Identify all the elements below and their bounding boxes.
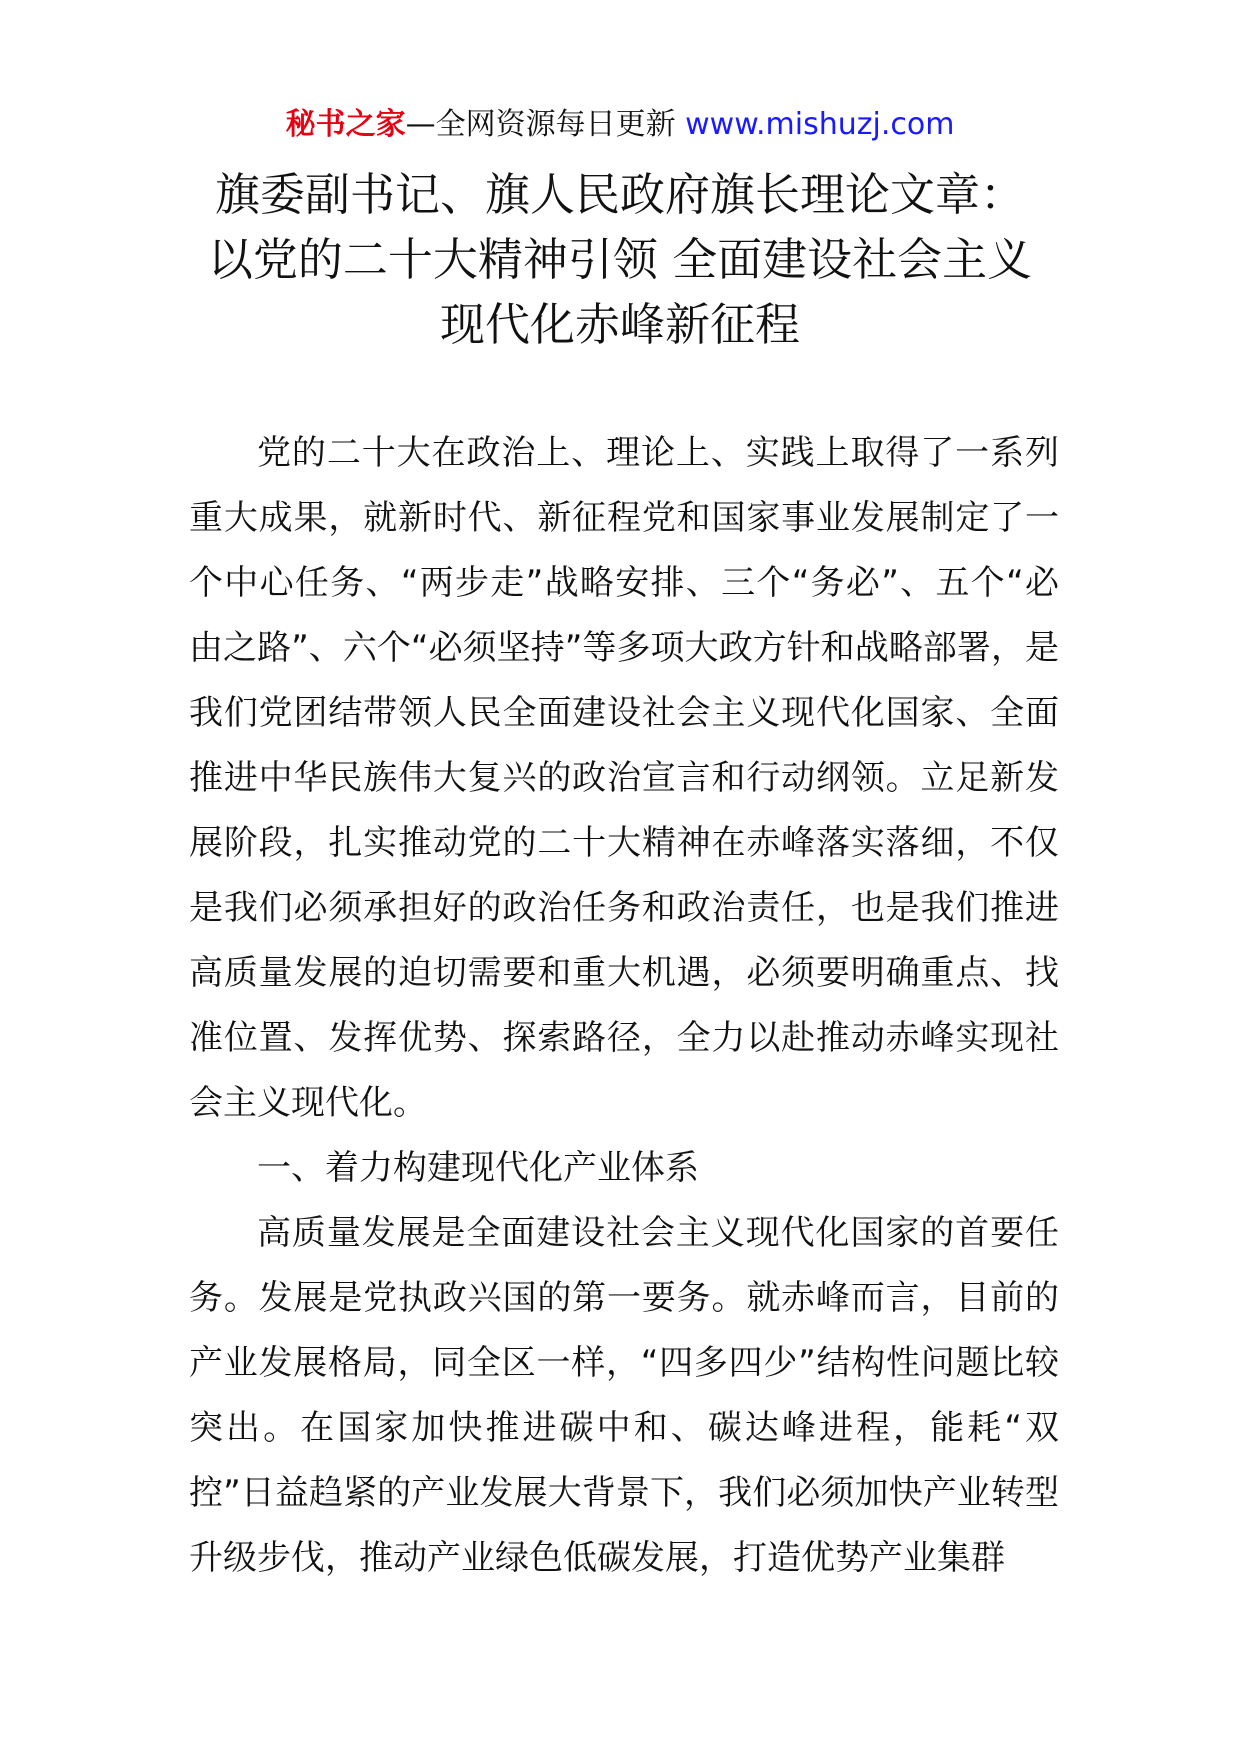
section-1-paragraph: 高质量发展是全面建设社会主义现代化国家的首要任务。发展是党执政兴国的第一要务。就赤峰而言，目前的产业发展格局，同全区一样，“四多四少”结构性问题比较突出。在国家加快推进碳中和、碳达峰进程，能耗“双控”日益趋紧的产业发展大背景下，我们必须加快产业转型升级步伐，推动产业绿色低碳发展，打造优势产业集群	[189, 1213, 1059, 1578]
site-header	[0, 103, 1240, 147]
intro-paragraph: 党的二十大在政治上、理论上、实践上取得了一系列重大成果，就新时代、新征程党和国家事业发展制定了一个中心任务、“两步走”战略安排、三个“务必”、五个“必由之路”、六个“必须坚持”等多项大政方针和战略部署，是我们党团结带领人民全面建设社会主义现代化国家、全面推进中华民族伟大复兴的政治宣言和行动纲领。立足新发展阶段，扎实推动党的二十大精神在赤峰落实落细，不仅是我们必须承担好的政治任务和政治责任，也是我们推进高质量发展的迫切需要和重大机遇，必须要明确重点、找准位置、发挥优势、探索路径，全力以赴推动赤峰实现社会主义现代化。	[189, 433, 1059, 1123]
section-heading-1: 一、着力构建现代化产业体系	[257, 1148, 699, 1188]
site-slogan: —全网资源每日更新	[405, 107, 686, 142]
site-url-link[interactable]: www.mishuzj.com	[685, 107, 955, 142]
site-brand: 秘书之家	[285, 107, 406, 142]
title-line-2: 以党的二十大精神引领 全面建设社会主义	[207, 233, 1033, 286]
document-title	[150, 162, 1090, 357]
title-line-1: 旗委副书记、旗人民政府旗长理论文章：	[214, 168, 1025, 221]
title-line-3: 现代化赤峰新征程	[439, 298, 800, 351]
document-body	[189, 421, 1059, 1591]
